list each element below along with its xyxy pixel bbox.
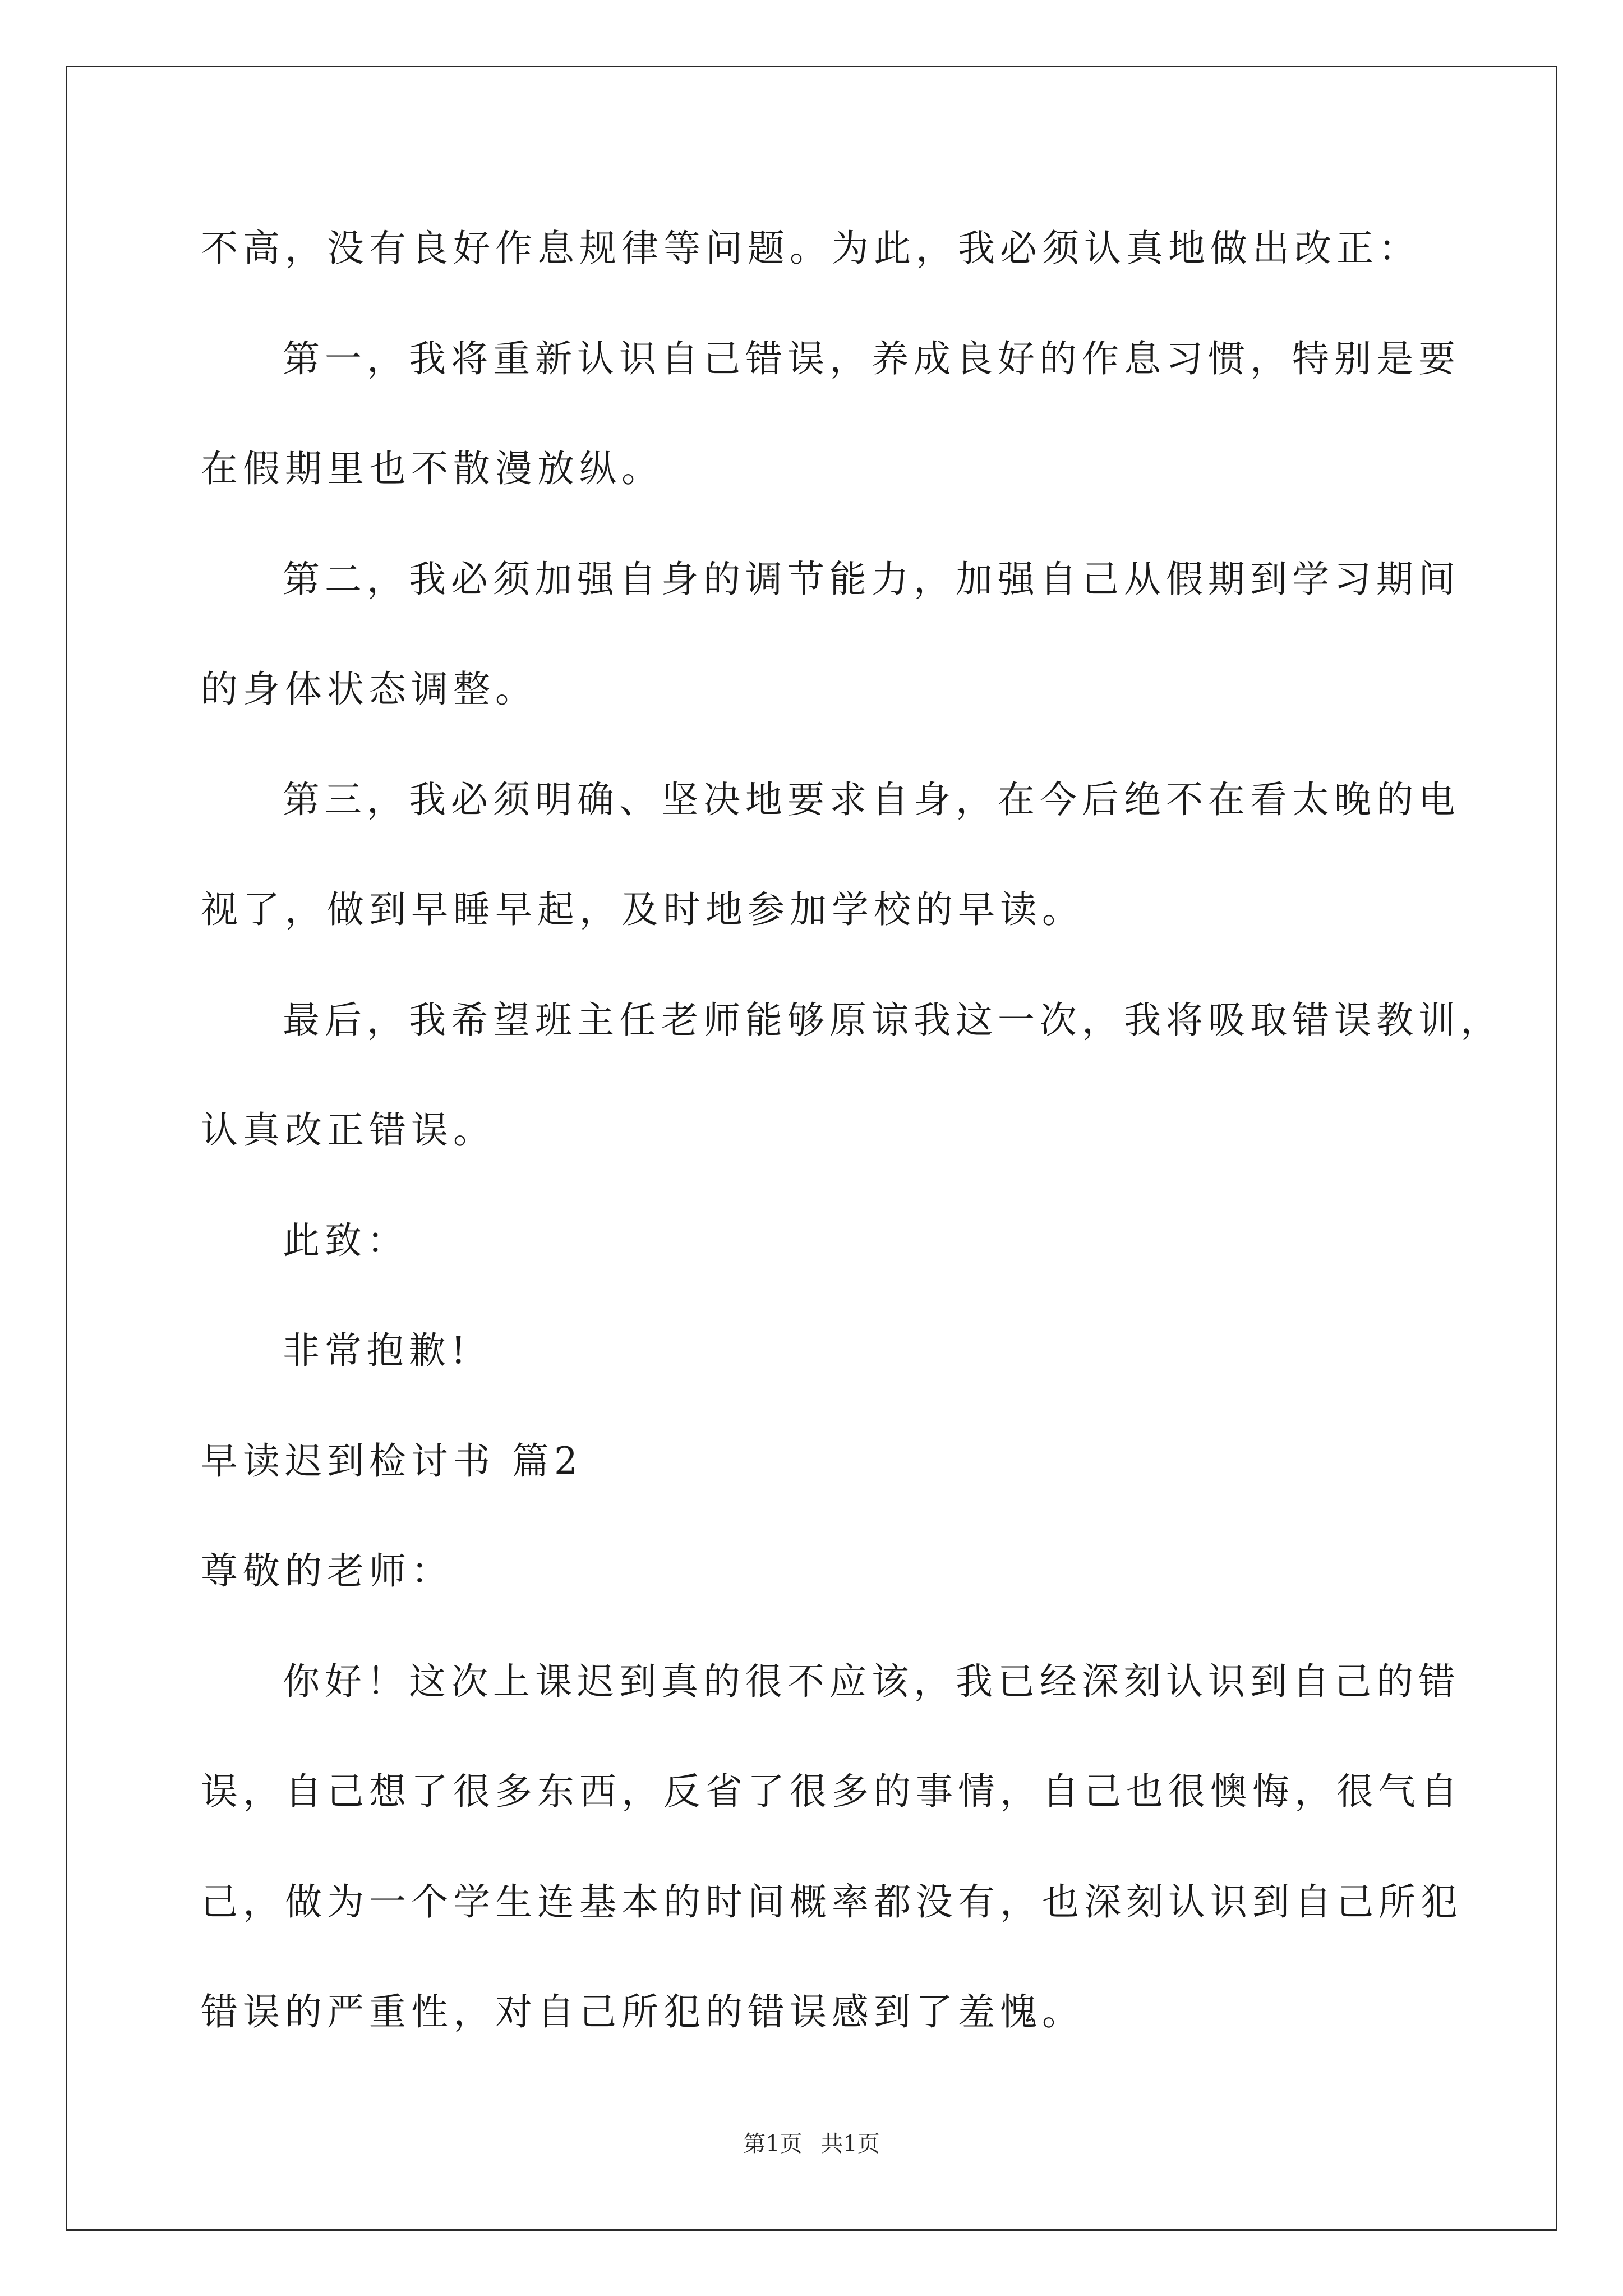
salutation: 尊敬的老师： [201, 1549, 453, 1593]
section-heading: 早读迟到检讨书 篇2 [201, 1439, 583, 1483]
page-number: 第1页 [743, 2131, 803, 2157]
page-total: 共1页 [820, 2131, 880, 2157]
text-line: 你好！这次上课迟到真的很不应该，我已经深刻认识到自己的错 [283, 1660, 1460, 1703]
text-line: 第一，我将重新认识自己错误，养成良好的作息习惯，特别是要 [283, 337, 1460, 380]
text-line: 误，自己想了很多东西，反省了很多的事情，自己也很懊悔，很气自 [201, 1770, 1463, 1813]
text-line: 己，做为一个学生连基本的时间概率都没有，也深刻认识到自己所犯 [201, 1880, 1463, 1924]
text-line: 在假期里也不散漫放纵。 [201, 447, 663, 490]
text-line: 的身体状态调整。 [201, 668, 537, 711]
text-line: 认真改正错误。 [201, 1108, 495, 1152]
text-line: 第二，我必须加强自身的调节能力，加强自己从假期到学习期间 [283, 558, 1460, 601]
text-line: 最后，我希望班主任老师能够原谅我这一次，我将吸取错误教训， [283, 999, 1502, 1042]
text-line: 第三，我必须明确、坚决地要求自身，在今后绝不在看太晚的电 [283, 778, 1460, 821]
text-line: 非常抱歉! [283, 1329, 471, 1372]
text-line: 视了，做到早睡早起，及时地参加学校的早读。 [201, 888, 1084, 931]
page-footer [0, 2126, 1623, 2158]
text-line: 错误的严重性，对自己所犯的错误感到了羞愧。 [201, 1990, 1084, 2033]
text-line: 此致： [283, 1219, 409, 1262]
text-line: 不高，没有良好作息规律等问题。为此，我必须认真地做出改正： [201, 227, 1421, 270]
